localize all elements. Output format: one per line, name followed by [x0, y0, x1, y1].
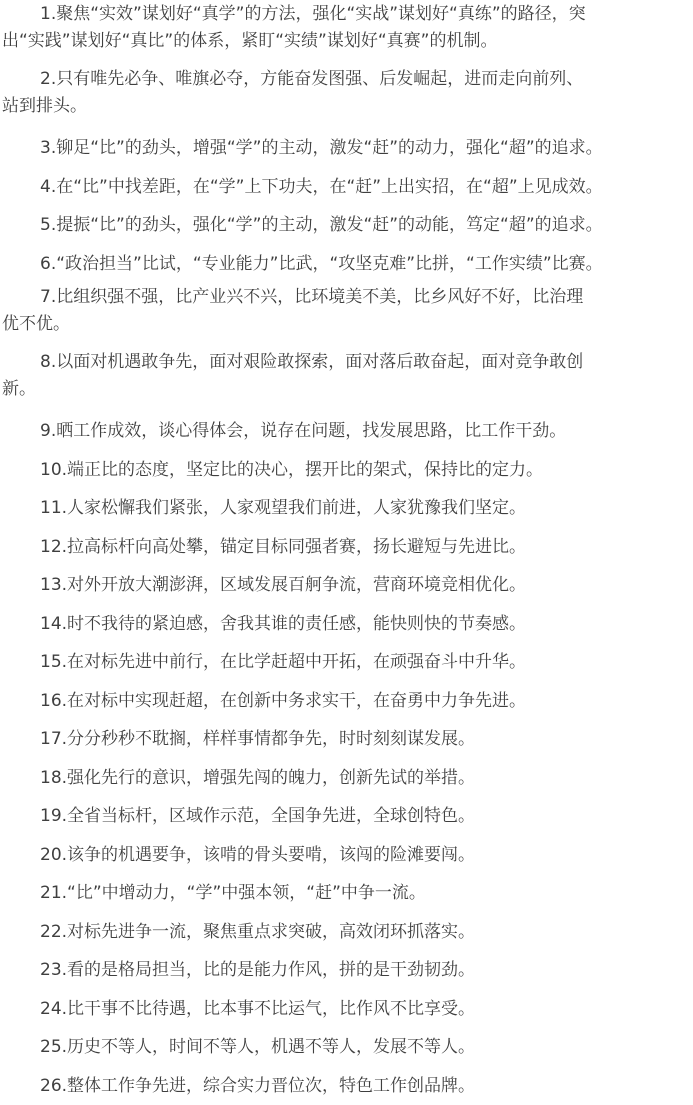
- list-item: 6.“政治担当”比试，“专业能力”比武，“攻坚克难”比拼，“工作实绩”比赛。: [2, 245, 692, 284]
- list-item: 25.历史不等人，时间不等人，机遇不等人，发展不等人。: [2, 1028, 692, 1067]
- list-item: 4.在“比”中找差距，在“学”上下功夫，在“赶”上出实招，在“超”上见成效。: [2, 168, 692, 207]
- list-item: 9.晒工作成效，谈心得体会，说存在问题，找发展思路，比工作干劲。: [2, 412, 692, 451]
- list-item-line: 优不优。: [2, 311, 692, 338]
- list-item-line: 8.以面对机遇敢争先，面对艰险敢探索，面对落后敢奋起，面对竞争敢创: [2, 349, 692, 376]
- list-item: 21.“比”中增动力，“学”中强本领，“赶”中争一流。: [2, 874, 692, 913]
- article-body: [2, 0, 692, 1105]
- list-item: 18.强化先行的意识，增强先闯的魄力，创新先试的举措。: [2, 759, 692, 798]
- list-item: 26.整体工作争先进，综合实力晋位次，特色工作创品牌。: [2, 1067, 692, 1105]
- list-item: 13.对外开放大潮澎湃，区域发展百舸争流，营商环境竞相优化。: [2, 566, 692, 605]
- list-item: 11.人家松懈我们紧张，人家观望我们前进，人家犹豫我们坚定。: [2, 489, 692, 528]
- list-item: [2, 65, 692, 130]
- list-item: 24.比干事不比待遇，比本事不比运气，比作风不比享受。: [2, 990, 692, 1029]
- list-item-line: 1.聚焦“实效”谋划好“真学”的方法，强化“实战”谋划好“真练”的路径，突: [2, 1, 692, 28]
- list-item-line: 2.只有唯先必争、唯旗必夺，方能奋发图强、后发崛起，进而走向前列、: [2, 66, 692, 93]
- list-item: 15.在对标先进中前行，在比学赶超中开拓，在顽强奋斗中升华。: [2, 643, 692, 682]
- list-item: [2, 283, 692, 348]
- list-item-line: 站到排头。: [2, 93, 692, 120]
- list-item: 14.时不我待的紧迫感，舍我其谁的责任感，能快则快的节奏感。: [2, 605, 692, 644]
- list-item-line: 新。: [2, 376, 692, 403]
- list-item: 20.该争的机遇要争，该啃的骨头要啃，该闯的险滩要闯。: [2, 836, 692, 875]
- list-item: 10.端正比的态度，坚定比的决心，摆开比的架式，保持比的定力。: [2, 451, 692, 490]
- list-item: 22.对标先进争一流，聚焦重点求突破，高效闭环抓落实。: [2, 913, 692, 952]
- list-item: 12.拉高标杆向高处攀，锚定目标同强者赛，扬长避短与先进比。: [2, 528, 692, 567]
- list-item: [2, 348, 692, 413]
- list-item-line: 7.比组织强不强，比产业兴不兴，比环境美不美，比乡风好不好，比治理: [2, 284, 692, 311]
- list-item: [2, 0, 692, 65]
- list-item: 19.全省当标杆，区域作示范，全国争先进，全球创特色。: [2, 797, 692, 836]
- list-item: 16.在对标中实现赶超，在创新中务求实干，在奋勇中力争先进。: [2, 682, 692, 721]
- list-item: 23.看的是格局担当，比的是能力作风，拼的是干劲韧劲。: [2, 951, 692, 990]
- list-item: 5.提振“比”的劲头，强化“学”的主动，激发“赶”的动能，笃定“超”的追求。: [2, 206, 692, 245]
- list-item: 3.铆足“比”的劲头，增强“学”的主动，激发“赶”的动力，强化“超”的追求。: [2, 129, 692, 168]
- list-item-line: 出“实践”谋划好“真比”的体系，紧盯“实绩”谋划好“真赛”的机制。: [2, 28, 692, 55]
- list-item: 17.分分秒秒不耽搁，样样事情都争先，时时刻刻谋发展。: [2, 720, 692, 759]
